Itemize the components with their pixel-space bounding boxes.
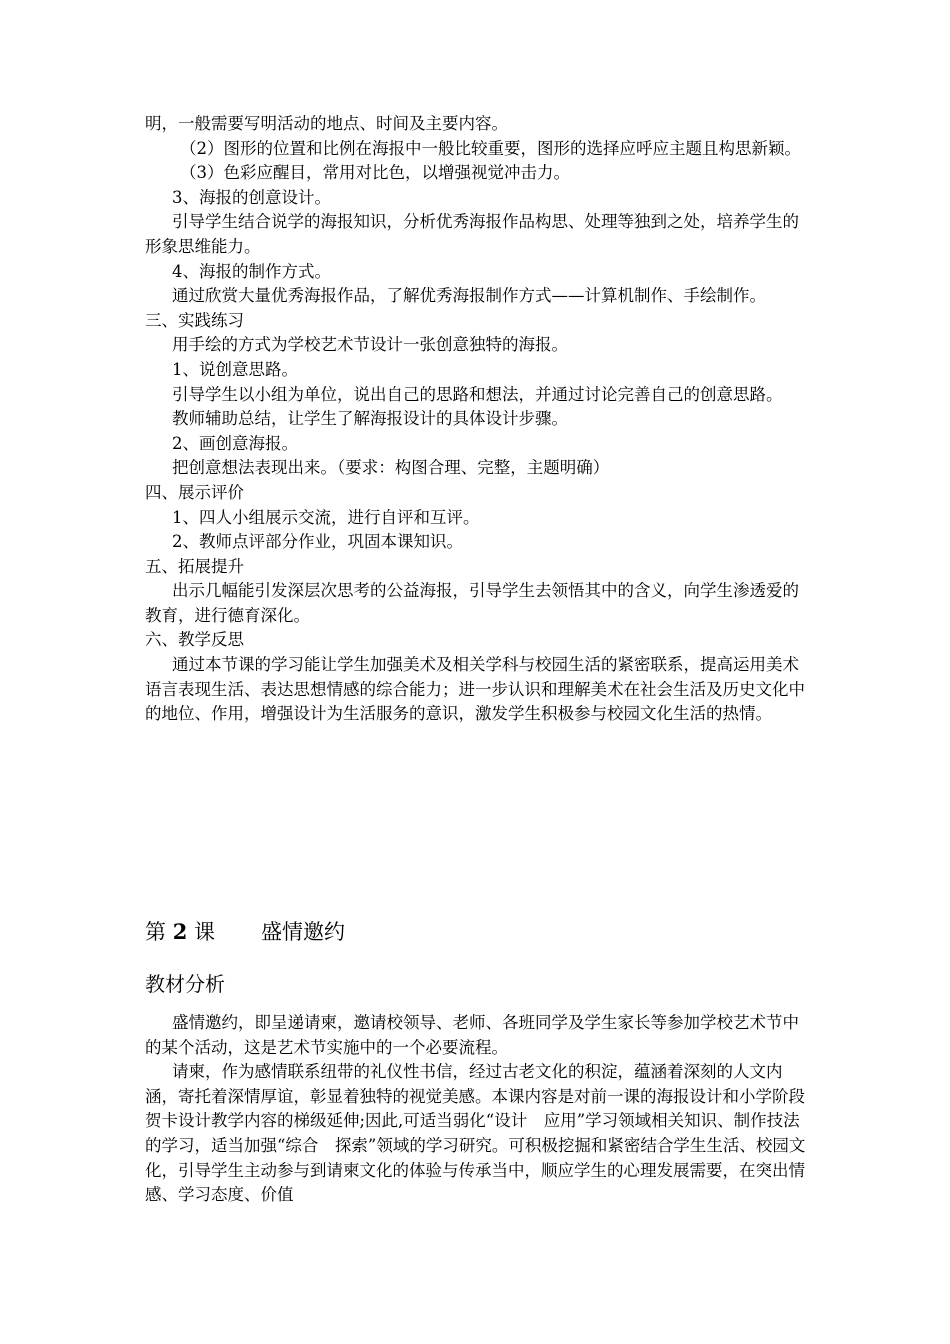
section-heading: 五、拓展提升 [145, 556, 244, 576]
body-line: 教师辅助总结，让学生了解海报设计的具体设计步骤。 [172, 409, 568, 429]
body-line: 引导学生以小组为单位，说出自己的思路和想法，并通过讨论完善自己的创意思路。 [172, 384, 783, 404]
body-line: 把创意想法表现出来。（要求：构图合理、完整，主题明确） [172, 458, 610, 478]
body-line: 出示几幅能引发深层次思考的公益海报，引导学生去领悟其中的含义，向学生渗透爱的教育，进行德育深化。 [145, 581, 799, 625]
body-line: 3、海报的创意设计。 [172, 187, 331, 207]
body-line: 用手绘的方式为学校艺术节设计一张创意独特的海报。 [172, 335, 568, 355]
paragraph: 盛情邀约，即呈递请柬，邀请校领导、老师、各班同学及学生家长等参加学校艺术节中的某个活动，这是艺术节实施中的一个必要流程。 [145, 1013, 799, 1057]
lesson-plan-body [145, 112, 810, 727]
section-heading: 四、展示评价 [145, 482, 244, 502]
section-heading: 三、实践练习 [145, 310, 244, 330]
lesson-name: 盛情邀约 [261, 920, 345, 944]
section-heading: 六、教学反思 [145, 630, 244, 650]
paragraph: 请柬，作为感情联系纽带的礼仪性书信，经过古老文化的积淀，蕴涵着深刻的人文内涵，寄托着深情厚谊，彰显着独特的视觉美感。本课内容是对前一课的海报设计和小学阶段贺卡设计教学内容的梯级延伸;因此,可适当弱化“设计 应用”学习领域相关知识、制作技法的学习，适当加强“综合 探索”领域的学习研究。可积极挖掘和紧密结合学生生活、校园文化，引导学生主动参与到请柬文化的体验与传承当中，顺应学生的心理发展需要，在突出情感、学习态度、价值 [145, 1062, 806, 1205]
body-line: （2）图形的位置和比例在海报中一般比较重要，图形的选择应呼应主题且构思新颖。 [180, 138, 801, 158]
lesson-suffix: 课 [194, 920, 215, 944]
body-line: 引导学生结合说学的海报知识，分析优秀海报作品构思、处理等独到之处，培养学生的形象思维能力。 [145, 212, 799, 256]
body-line: 通过本节课的学习能让学生加强美术及相关学科与校园生活的紧密联系，提高运用美术语言表现生活、表达思想情感的综合能力；进一步认识和理解美术在社会生活及历史文化中的地位、作用，增强设计为生活服务的意识，激发学生积极参与校园文化生活的热情。 [145, 655, 805, 724]
body-line: 明，一般需要写明活动的地点、时间及主要内容。 [145, 114, 508, 133]
body-line: 4、海报的制作方式。 [172, 261, 331, 281]
material-analysis-body [145, 1011, 810, 1208]
body-line: 2、画创意海报。 [172, 433, 298, 453]
lesson-prefix: 第 [145, 920, 166, 944]
lesson-title [145, 918, 345, 946]
material-analysis-heading: 教材分析 [145, 972, 225, 996]
body-line: 1、说创意思路。 [172, 359, 298, 379]
body-line: 1、四人小组展示交流，进行自评和互评。 [172, 507, 480, 527]
body-line: （3）色彩应醒目，常用对比色，以增强视觉冲击力。 [180, 163, 570, 183]
body-line: 2、教师点评部分作业，巩固本课知识。 [172, 532, 463, 552]
lesson-number: 2 [172, 919, 188, 944]
body-line: 通过欣赏大量优秀海报作品，了解优秀海报制作方式——计算机制作、手绘制作。 [172, 286, 766, 306]
